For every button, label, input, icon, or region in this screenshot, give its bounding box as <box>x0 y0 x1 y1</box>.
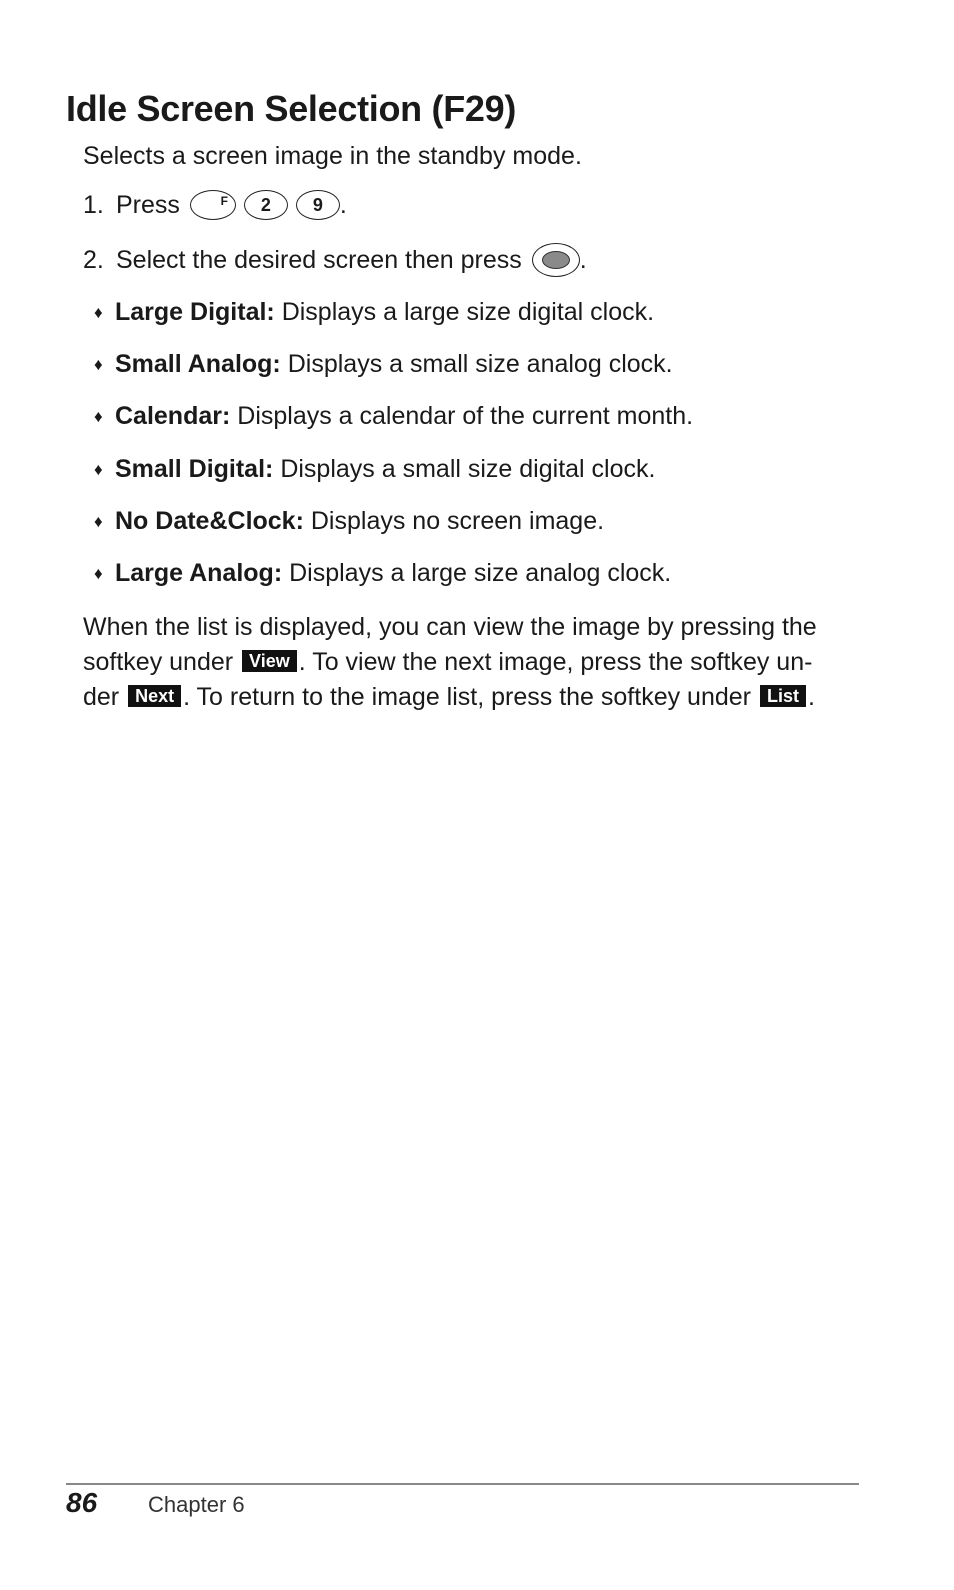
step-text: Select the desired screen then press <box>116 245 522 274</box>
step-number: 1. <box>83 190 104 219</box>
bullet-term: Large Analog: <box>115 559 283 587</box>
bullet-term: Small Analog: <box>115 350 281 378</box>
bullet-item <box>94 559 671 588</box>
diamond-bullet-icon: ♦ <box>94 303 103 322</box>
bullet-term: Large Digital: <box>115 298 275 326</box>
step-1 <box>83 190 347 220</box>
bullet-term: Calendar: <box>115 402 231 430</box>
bullet-desc: Displays a calendar of the current month. <box>237 402 694 430</box>
bullet-desc: Displays a small size digital clock. <box>280 455 656 483</box>
softkey-list-label: List <box>760 685 806 707</box>
bullet-term: No Date&Clock: <box>115 507 304 535</box>
key-9-icon: 9 <box>296 190 340 220</box>
softkey-next-label: Next <box>128 685 181 707</box>
step-end: . <box>339 190 347 219</box>
page-number: 86 <box>66 1487 98 1518</box>
paragraph-line: When the list is displayed, you can view the image by pressing the <box>83 613 817 641</box>
bullet-item <box>94 507 604 536</box>
step-text: Press <box>116 190 180 219</box>
bullet-item <box>94 350 673 379</box>
page-title: Idle Screen Selection (F29) <box>66 88 517 129</box>
bullet-desc: Displays a large size digital clock. <box>281 298 655 326</box>
bullet-desc: Displays no screen image. <box>310 507 605 535</box>
softkey-paragraph <box>83 610 853 715</box>
softkey-view-label: View <box>242 650 297 672</box>
function-key-icon: F <box>190 190 236 220</box>
step-number: 2. <box>83 245 104 274</box>
step-end: . <box>579 245 587 274</box>
footer-divider <box>66 1483 859 1485</box>
bullet-term: Small Digital: <box>115 455 274 483</box>
diamond-bullet-icon: ♦ <box>94 564 103 583</box>
diamond-bullet-icon: ♦ <box>94 460 103 479</box>
bullet-item <box>94 455 655 484</box>
paragraph-line: der Next . To return to the image list, press the softkey under List . <box>83 683 815 711</box>
paragraph-line: softkey under View . To view the next image, press the softkey un- <box>83 648 813 676</box>
step-2 <box>83 243 587 277</box>
bullet-item <box>94 298 654 327</box>
select-key-icon <box>532 243 580 277</box>
bullet-desc: Displays a small size analog clock. <box>287 350 673 378</box>
bullet-desc: Displays a large size analog clock. <box>289 559 672 587</box>
intro-text: Selects a screen image in the standby mode. <box>83 142 582 170</box>
bullet-item <box>94 402 693 431</box>
diamond-bullet-icon: ♦ <box>94 407 103 426</box>
chapter-label: Chapter 6 <box>148 1492 245 1517</box>
diamond-bullet-icon: ♦ <box>94 512 103 531</box>
diamond-bullet-icon: ♦ <box>94 355 103 374</box>
key-2-icon: 2 <box>244 190 288 220</box>
